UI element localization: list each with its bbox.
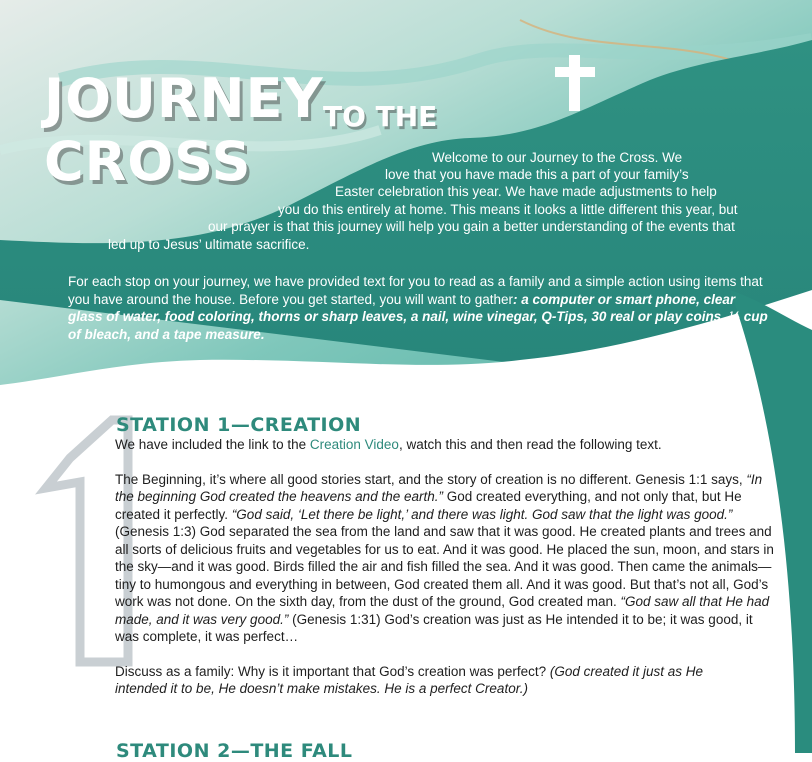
station-2-heading: STATION 2—THE FALL bbox=[116, 740, 353, 762]
intro-line: led up to Jesus’ ultimate sacrifice. bbox=[108, 237, 310, 252]
scripture-quote: “God said, ‘Let there be light,’ and there was light. God saw that the light was good.” bbox=[231, 506, 733, 522]
intro-line: our prayer is that this journey will help you gain a better understanding of the events that bbox=[208, 219, 735, 234]
station-1-heading: STATION 1—CREATION bbox=[116, 414, 362, 436]
station-1-body bbox=[115, 436, 775, 698]
video-line-text: We have included the link to the bbox=[115, 437, 310, 452]
gather-paragraph bbox=[68, 273, 768, 343]
title-to-the: TO THE bbox=[323, 100, 438, 133]
scripture-quote: “God saw all that He had made, and it was very good.” bbox=[115, 594, 770, 627]
intro-line: Welcome to our Journey to the Cross. We bbox=[432, 150, 683, 165]
creation-text: God created everything, and not only that, but He created it perfectly. bbox=[115, 489, 742, 522]
gather-text: For each stop on your journey, we have provided text for you to read as a family and a simple action using items that you have around the house. Before you get started, you will want to gather bbox=[68, 274, 763, 307]
discussion-answer: (God created it just as He intended it to be, He doesn’t make mistakes. He is a perfect Creator.) bbox=[115, 663, 703, 696]
intro-line: you do this entirely at home. This means it looks a little different this year, but bbox=[278, 202, 738, 217]
discussion-question bbox=[115, 663, 735, 698]
discussion-text: Discuss as a family: Why is it important that God’s creation was perfect? bbox=[115, 663, 550, 679]
video-line-text-after: , watch this and then read the following text. bbox=[398, 437, 662, 452]
creation-text: (Genesis 1:31) God’s creation was just as He intended it to be; it was good, it was complete, it was perfect… bbox=[115, 611, 753, 644]
intro-line: Easter celebration this year. We have made adjustments to help bbox=[335, 184, 717, 199]
video-line bbox=[115, 436, 775, 454]
creation-text: (Genesis 1:3) God separated the sea from the land and saw that it was good. He created plants and trees and all sorts of delicious fruits and vegetables for us to eat. And it was good. He placed the sun, moon, and stars in the sky—and it was good. Birds filled the air and fish filled the sea. And it was good. Then came the animals—tiny to humongous and everything in between, God created them all. And it was good. But that’s not all, God’s work was not done. On the sixth day, from the dust of the ground, God created man. bbox=[115, 524, 774, 609]
title-cross: CROSS bbox=[44, 130, 252, 193]
scripture-quote: “In the beginning God created the heavens and the earth.” bbox=[115, 471, 763, 504]
creation-video-link[interactable]: Creation Video bbox=[309, 437, 399, 452]
creation-text: The Beginning, it’s where all good stories start, and the story of creation is no different. Genesis 1:1 says, bbox=[115, 471, 747, 487]
intro-line: love that you have made this a part of your family’s bbox=[385, 167, 689, 182]
creation-paragraph bbox=[115, 471, 775, 646]
gather-items: : a computer or smart phone, clear glass of water, food coloring, thorns or sharp leaves, a nail, wine vinegar, Q-Tips, 30 real or play coins, ½ cup of bleach, and a tape measure. bbox=[68, 291, 768, 342]
title-journey: JOURNEY bbox=[44, 67, 324, 130]
